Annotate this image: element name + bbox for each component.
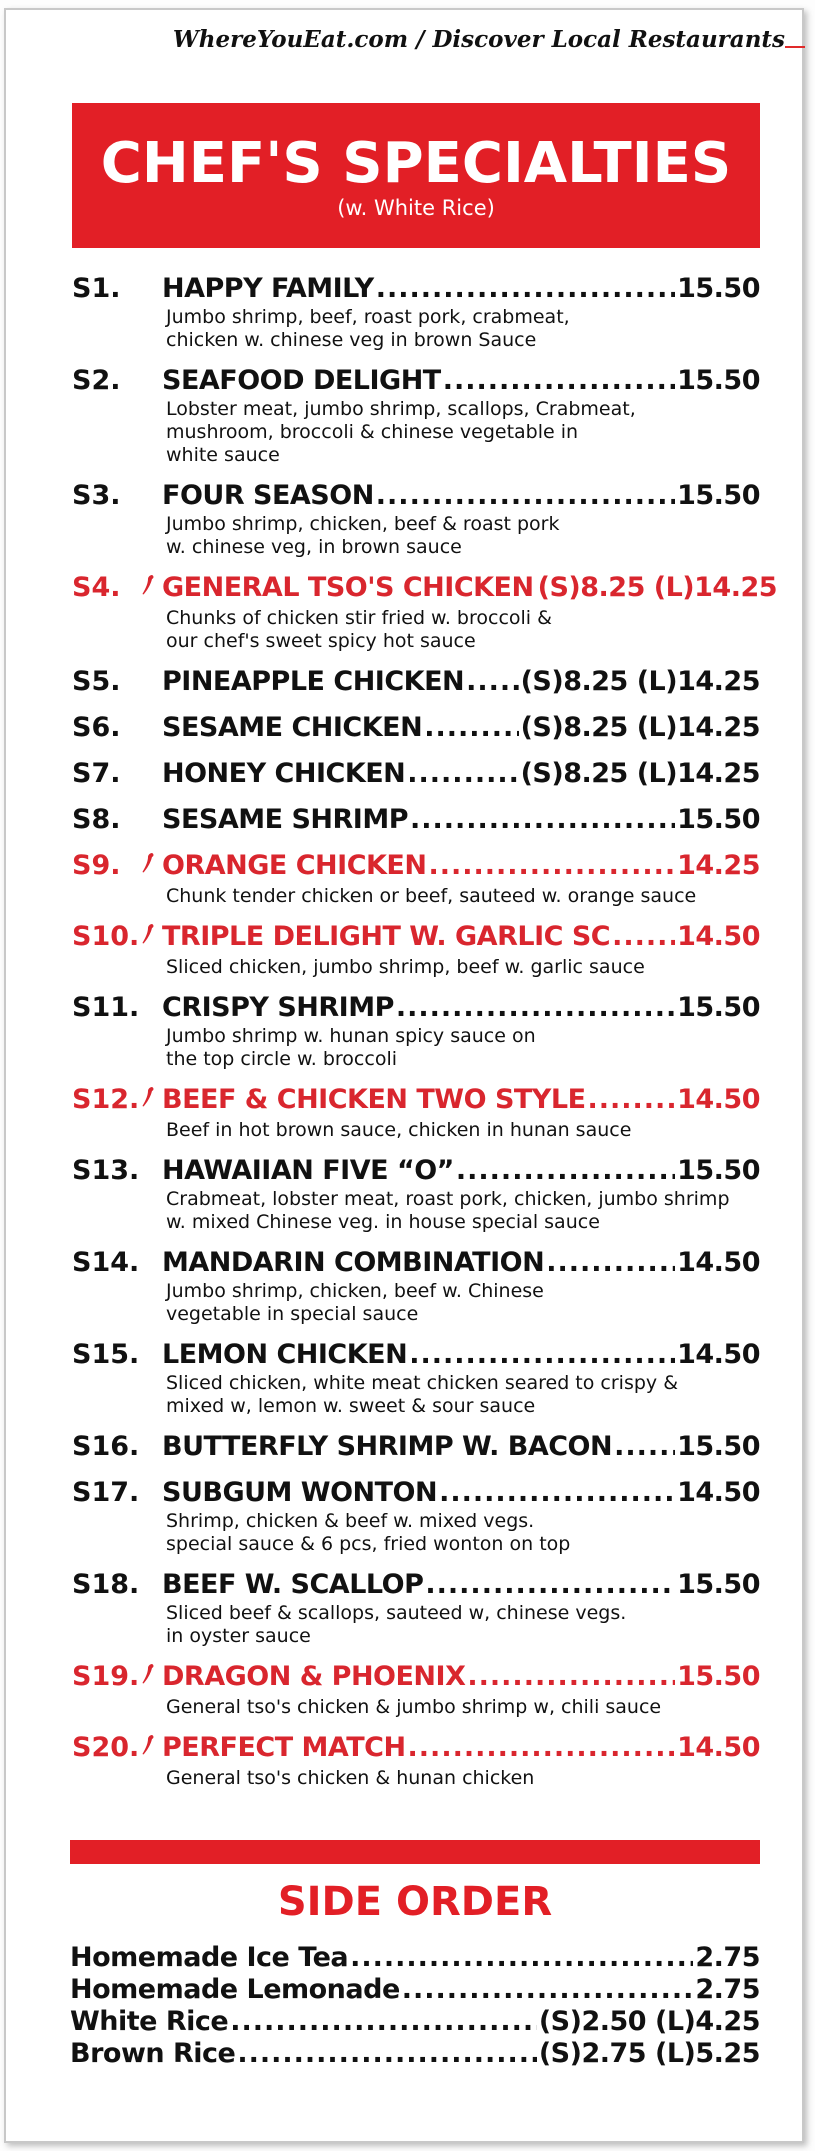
item-price: 14.25 <box>677 850 760 881</box>
item-code: S9. <box>72 850 121 881</box>
item-description: General tso's chicken & hunan chicken <box>166 1767 535 1789</box>
item-description: Sliced chicken, jumbo shrimp, beef w. garlic sauce <box>166 956 645 978</box>
dot-leader <box>614 1430 675 1464</box>
menu-item-line <box>72 1246 760 1280</box>
dot-leader <box>428 849 675 883</box>
item-name: BEEF W. SCALLOP <box>162 1569 424 1600</box>
item-code: S14. <box>72 1247 140 1278</box>
dot-leader <box>588 1083 676 1117</box>
item-name: BEEF & CHICKEN TWO STYLE <box>162 1084 586 1115</box>
item-name: TRIPLE DELIGHT W. GARLIC SC <box>162 921 611 952</box>
chili-pepper-icon <box>136 1733 162 1767</box>
item-name: SESAME SHRIMP <box>162 804 408 835</box>
dot-leader <box>424 711 518 745</box>
chili-pepper-icon <box>136 851 162 885</box>
menu-item <box>72 1660 760 1719</box>
item-price: (S)8.25 (L)14.25 <box>520 758 760 789</box>
side-item-price: 2.75 <box>695 1974 760 2005</box>
side-order-item <box>70 1974 760 2006</box>
item-price: (S)8.25 (L)14.25 <box>520 712 760 743</box>
chili-pepper-icon <box>136 1085 162 1119</box>
dot-leader <box>230 2006 537 2038</box>
menu-item <box>72 1246 760 1326</box>
item-description: Chunk tender chicken or beef, sauteed w. orange sauce <box>166 885 697 907</box>
item-code: S17. <box>72 1477 140 1508</box>
dot-leader <box>408 1731 676 1765</box>
item-code: S3. <box>72 480 121 511</box>
menu-item-line <box>72 272 760 306</box>
item-description: Jumbo shrimp, chicken, beef & roast pork w. chinese veg, in brown sauce <box>166 513 560 558</box>
dot-leader <box>456 1154 675 1188</box>
menu-item <box>72 1568 760 1648</box>
item-price: 14.50 <box>677 1247 760 1278</box>
side-item-name: Brown Rice <box>70 2038 236 2069</box>
menu-item-line <box>72 757 760 791</box>
dot-leader <box>402 1974 694 2006</box>
item-price: 15.50 <box>677 804 760 835</box>
item-description: Sliced beef & scallops, sauteed w, chinese vegs. in oyster sauce <box>166 1602 627 1647</box>
item-description: Jumbo shrimp, beef, roast pork, crabmeat, chicken w. chinese veg in brown Sauce <box>166 306 570 351</box>
item-price: 15.50 <box>677 273 760 304</box>
menu-item-line <box>72 920 760 956</box>
item-name: CRISPY SHRIMP <box>162 992 394 1023</box>
menu-item <box>72 1430 760 1464</box>
side-order-item <box>70 1942 760 1974</box>
item-description: Sliced chicken, white meat chicken seared to crispy & mixed w, lemon w. sweet & sour sauce <box>166 1372 679 1417</box>
menu-item-line <box>72 1338 760 1372</box>
item-description: Jumbo shrimp, chicken, beef w. Chinese vegetable in special sauce <box>166 1280 544 1325</box>
item-price: 14.50 <box>677 1732 760 1763</box>
side-order-item <box>70 2038 760 2070</box>
item-name: PERFECT MATCH <box>162 1732 406 1763</box>
menu-item <box>72 1731 760 1790</box>
dot-leader <box>376 479 675 513</box>
menu-item <box>72 991 760 1071</box>
menu-item <box>72 803 760 837</box>
item-code: S10. <box>72 921 140 952</box>
site-watermark: WhereYouEat.com / Discover Local Restaurants <box>172 26 785 53</box>
dot-leader <box>467 1660 675 1694</box>
item-description: Jumbo shrimp w. hunan spicy sauce on the top circle w. broccoli <box>166 1025 536 1070</box>
dot-leader <box>396 991 675 1025</box>
item-price: 15.50 <box>677 1155 760 1186</box>
menu-item <box>72 1338 760 1418</box>
item-code: S8. <box>72 804 121 835</box>
menu-item <box>72 920 760 979</box>
item-name: DRAGON & PHOENIX <box>162 1661 466 1692</box>
menu-item-line <box>72 1476 760 1510</box>
item-description: Crabmeat, lobster meat, roast pork, chicken, jumbo shrimp w. mixed Chinese veg. in house special sauce <box>166 1188 730 1233</box>
dot-leader <box>546 1246 675 1280</box>
item-description: General tso's chicken & jumbo shrimp w, chili sauce <box>166 1696 662 1718</box>
chefs-specialties-banner <box>72 103 760 248</box>
dot-leader <box>443 364 675 398</box>
side-item-name: Homemade Lemonade <box>70 1974 400 2005</box>
menu-item <box>72 364 760 467</box>
item-price: 14.50 <box>677 1477 760 1508</box>
watermark-rule <box>785 46 805 48</box>
chili-pepper-icon <box>136 1662 162 1696</box>
item-name: FOUR SEASON <box>162 480 374 511</box>
item-code: S13. <box>72 1155 140 1186</box>
item-code: S18. <box>72 1569 140 1600</box>
item-code: S11. <box>72 992 140 1023</box>
menu-item-line <box>72 665 760 699</box>
item-code: S16. <box>72 1431 140 1462</box>
item-code: S19. <box>72 1661 140 1692</box>
side-item-price: 2.75 <box>695 1942 760 1973</box>
dot-leader <box>237 2038 536 2070</box>
menu-item-line <box>72 1154 760 1188</box>
item-code: S12. <box>72 1084 140 1115</box>
banner-subtitle: (w. White Rice) <box>337 196 495 220</box>
chili-pepper-icon <box>136 922 162 956</box>
menu-item-line <box>72 1083 760 1119</box>
item-code: S7. <box>72 758 121 789</box>
item-name: ORANGE CHICKEN <box>162 850 427 881</box>
menu-item-line <box>72 1731 760 1767</box>
item-name: GENERAL TSO'S CHICKEN <box>162 572 534 603</box>
item-price: 15.50 <box>677 1661 760 1692</box>
side-item-price: (S)2.50 (L)4.25 <box>538 2006 760 2037</box>
menu-item <box>72 1476 760 1556</box>
menu-item <box>72 849 760 908</box>
menu-item <box>72 571 778 653</box>
dot-leader <box>350 1942 693 1974</box>
menu-item-line <box>72 1660 760 1696</box>
item-code: S6. <box>72 712 121 743</box>
item-price: 14.50 <box>677 921 760 952</box>
item-price: 15.50 <box>677 992 760 1023</box>
item-name: PINEAPPLE CHICKEN <box>162 666 465 697</box>
dot-leader <box>439 1476 675 1510</box>
item-description: Chunks of chicken stir fried w. broccoli & our chef's sweet spicy hot sauce <box>166 607 552 652</box>
menu-item <box>72 711 760 745</box>
menu-item-line <box>72 571 778 607</box>
item-price: 15.50 <box>677 1569 760 1600</box>
menu-item <box>72 757 760 791</box>
menu-item <box>72 272 760 352</box>
dot-leader <box>466 665 518 699</box>
item-name: MANDARIN COMBINATION <box>162 1247 545 1278</box>
side-order-divider <box>70 1840 760 1864</box>
menu-item <box>72 665 760 699</box>
item-price: (S)8.25 (L)14.25 <box>537 572 778 603</box>
item-price: (S)8.25 (L)14.25 <box>520 666 760 697</box>
menu-item-line <box>72 1430 760 1464</box>
menu-item-line <box>72 849 760 885</box>
dot-leader <box>410 803 675 837</box>
item-name: HAWAIIAN FIVE “O” <box>162 1155 454 1186</box>
item-name: LEMON CHICKEN <box>162 1339 408 1370</box>
side-item-price: (S)2.75 (L)5.25 <box>538 2038 760 2069</box>
side-order-title: SIDE ORDER <box>277 1879 553 1925</box>
menu-item-line <box>72 991 760 1025</box>
dot-leader <box>376 272 675 306</box>
side-item-name: Homemade Ice Tea <box>70 1942 349 1973</box>
menu-item-line <box>72 803 760 837</box>
item-code: S20. <box>72 1732 140 1763</box>
menu-item-line <box>72 364 760 398</box>
item-name: SUBGUM WONTON <box>162 1477 438 1508</box>
item-price: 14.50 <box>677 1339 760 1370</box>
menu-item <box>72 1154 760 1234</box>
item-code: S1. <box>72 273 121 304</box>
item-price: 15.50 <box>677 1431 760 1462</box>
side-item-name: White Rice <box>70 2006 229 2037</box>
item-name: BUTTERFLY SHRIMP W. BACON <box>162 1431 613 1462</box>
item-code: S4. <box>72 572 121 603</box>
item-code: S5. <box>72 666 121 697</box>
dot-leader <box>407 757 518 791</box>
item-description: Shrimp, chicken & beef w. mixed vegs. special sauce & 6 pcs, fried wonton on top <box>166 1510 571 1555</box>
banner-title: CHEF'S SPECIALTIES <box>100 131 732 196</box>
menu-item-line <box>72 479 760 513</box>
specialties-list <box>72 272 778 1802</box>
item-code: S2. <box>72 365 121 396</box>
item-price: 14.50 <box>677 1084 760 1115</box>
side-order-list <box>70 1942 760 2070</box>
item-price: 15.50 <box>677 365 760 396</box>
dot-leader <box>425 1568 675 1602</box>
item-name: SESAME CHICKEN <box>162 712 423 743</box>
item-name: HONEY CHICKEN <box>162 758 406 789</box>
dot-leader <box>612 920 675 954</box>
side-order-item <box>70 2006 760 2038</box>
item-description: Beef in hot brown sauce, chicken in hunan sauce <box>166 1119 632 1141</box>
item-name: HAPPY FAMILY <box>162 273 374 304</box>
item-description: Lobster meat, jumbo shrimp, scallops, Crabmeat, mushroom, broccoli & chinese vegetable in white sauce <box>166 398 636 466</box>
menu-item-line <box>72 1568 760 1602</box>
menu-item <box>72 1083 760 1142</box>
chili-pepper-icon <box>136 573 162 607</box>
item-price: 15.50 <box>677 480 760 511</box>
item-name: SEAFOOD DELIGHT <box>162 365 441 396</box>
menu-item <box>72 479 760 559</box>
dot-leader <box>409 1338 675 1372</box>
item-code: S15. <box>72 1339 140 1370</box>
menu-item-line <box>72 711 760 745</box>
